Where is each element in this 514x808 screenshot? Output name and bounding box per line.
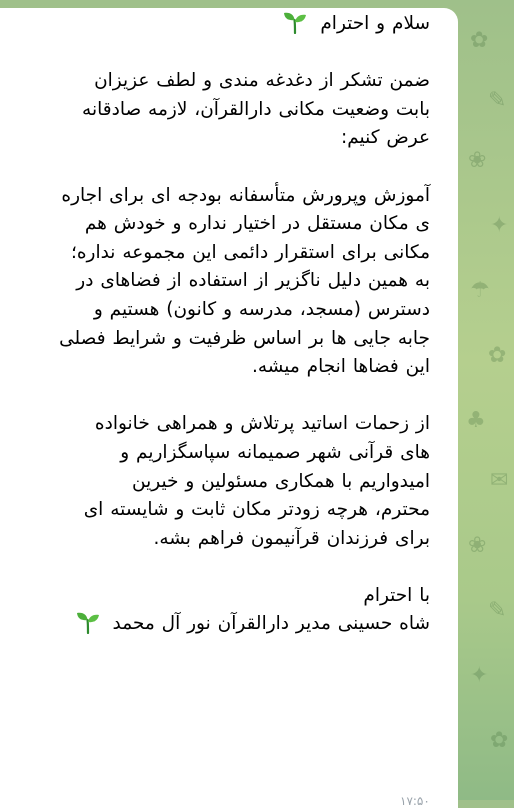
paragraph2-line: این فضاها انجام میشه. bbox=[251, 356, 430, 378]
paragraph2-line: دسترس (مسجد، مدرسه و کانون) هستیم و bbox=[93, 298, 430, 320]
paragraph2-line: جابه جایی ها بر اساس ظرفیت و شرایط فصلی bbox=[59, 327, 430, 349]
greeting-text: سلام و احترام bbox=[320, 13, 430, 34]
message-timestamp: ۱۷:۵۰ bbox=[400, 794, 430, 808]
paragraph1-line: بابت وضعیت مکانی دارالقرآن، لازمه صادقانه bbox=[82, 98, 430, 120]
message-text bbox=[14, 10, 430, 639]
paragraph1-line: عرض کنیم: bbox=[340, 127, 430, 149]
signature-line bbox=[14, 610, 430, 639]
paragraph2-line: مکانی برای استقرار دائمی این مجموعه نداره؛ bbox=[70, 241, 430, 263]
message-bubble[interactable] bbox=[0, 8, 458, 808]
greeting-line bbox=[14, 10, 430, 39]
paragraph3-line: امیدواریم با همکاری مسئولین و خیرین bbox=[132, 470, 430, 492]
seedling-icon bbox=[76, 610, 100, 634]
closing-line: با احترام bbox=[363, 584, 430, 606]
paragraph2-line: آموزش وپرورش متأسفانه بودجه ای برای اجاره bbox=[61, 184, 430, 206]
seedling-icon bbox=[283, 10, 307, 34]
chat-wallpaper: ✿ ✎ ❀ ✦ ☂ ✿ ♣ ✉ ❀ ✎ ✦ ✿ bbox=[466, 28, 509, 753]
paragraph3-line: های قرآنی شهر صمیمانه سپاسگزاریم و bbox=[120, 441, 430, 463]
paragraph1-line: ضمن تشکر از دغدغه مندی و لطف عزیزان bbox=[94, 70, 430, 92]
paragraph3-line: محترم، هرچه زودتر مکان ثابت و شایسته ای bbox=[83, 499, 430, 521]
paragraph2-line: به همین دلیل ناگزیر از استفاده از فضاهای در bbox=[76, 270, 430, 292]
paragraph3-line: برای فرزندان قرآنیمون فراهم بشه. bbox=[153, 527, 430, 549]
paragraph2-line: ی مکان مستقل در اختیار نداره و خودش هم bbox=[84, 213, 430, 235]
paragraph3-line: از زحمات اساتید پرتلاش و همراهی خانواده bbox=[94, 413, 430, 435]
signature-text: شاه حسینی مدیر دارالقرآن نور آل محمد bbox=[112, 613, 430, 635]
